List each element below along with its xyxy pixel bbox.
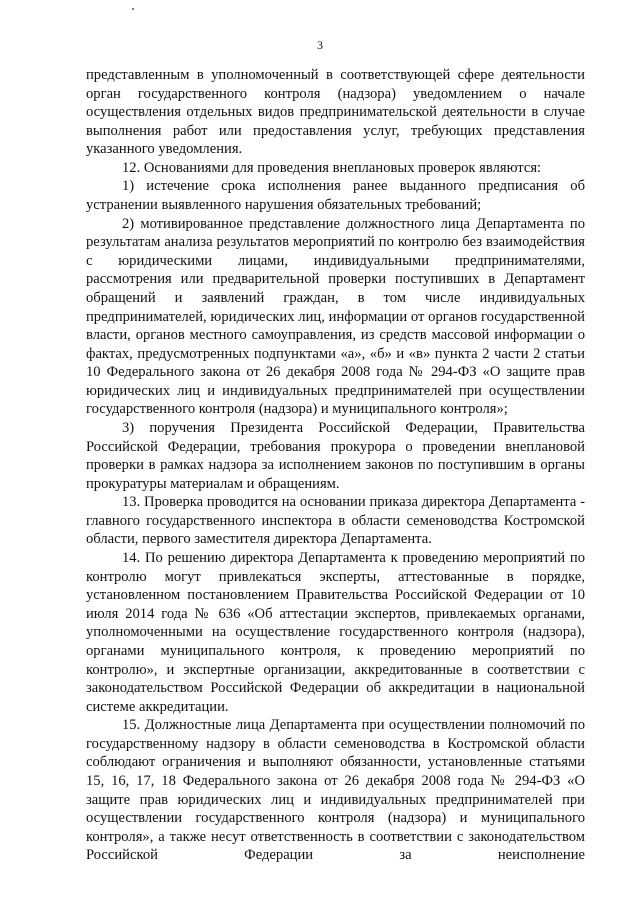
page-number: 3 (317, 38, 323, 52)
paragraph-12-item-3: 3) поручения Президента Российской Федерации, Правительства Российской Федерации, требования прокурора о проведении внеплановой проверки в рамках надзора за исполнением законов по поступившим в органы прокуратуры материалам и обращениям. (86, 419, 585, 492)
paragraph-12: 12. Основаниями для проведения внеплановых проверок являются: (122, 159, 542, 176)
scan-dot-mark (132, 8, 134, 10)
paragraph-15: 15. Должностные лица Департамента при осуществлении полномочий по государственному надзору в области семеноводства в Костромской области соблюдают ограничения и выполняют обязанности, установленные статьями 15, 16, 17, 18 Федерального закона от 26 декабря 2008 года № 294-ФЗ «О защите прав юридических лиц и индивидуальных предпринимателей при осуществлении государственного контроля (надзора) и муниципального контроля», а также несут ответственность в соответствии с законодательством Российской Федерации за неисполнение (86, 717, 585, 864)
document-body (86, 66, 585, 865)
paragraph-12-item-1: 1) истечение срока исполнения ранее выданного предписания об устранении выявленного нарушения обязательных требований; (86, 178, 585, 214)
paragraph-12-item-2: 2) мотивированное представление должностного лица Департамента по результатам анализа результатов мероприятий по контролю без взаимодействия с юридическими лицами, индивидуальными предпринимателями, рассмотрения или предварительной проверки поступивших в Департамент обращений и заявлений граждан, в том числе индивидуальных предпринимателей, юридических лиц, информации от органов государственной власти, органов местного самоуправления, из средств массовой информации о фактах, предусмотренных подпунктами «а», «б» и «в» пункта 2 части 2 статьи 10 Федерального закона от 26 декабря 2008 года № 294-ФЗ «О защите прав юридических лиц и индивидуальных предпринимателей при осуществлении государственного контроля (надзора) и муниципального контроля»; (86, 215, 585, 418)
paragraph-continuation: представленным в уполномоченный в соответствующей сфере деятельности орган государственного контроля (надзора) уведомлением о начале осуществления отдельных видов предпринимательской деятельности в случае выполнения работ или предоставления услуг, требующих представления указанного уведомления. (86, 67, 585, 158)
paragraph-14: 14. По решению директора Департамента к проведению мероприятий по контролю могут привлекаться эксперты, аттестованные в порядке, установленном постановлением Правительства Российской Федерации от 10 июля 2014 года № 636 «Об аттестации экспертов, привлекаемых органами, уполномоченными на осуществление государственного контроля (надзора), органами муниципального контроля, к проведению мероприятий по контролю», и экспертные организации, аккредитованные в соответствии с законодательством Российской Федерации об аккредитации в национальной системе аккредитации. (86, 550, 585, 715)
paragraph-13: 13. Проверка проводится на основании приказа директора Департамента - главного государственного инспектора в области семеноводства Костромской области, первого заместителя директора Департамента. (86, 494, 585, 548)
